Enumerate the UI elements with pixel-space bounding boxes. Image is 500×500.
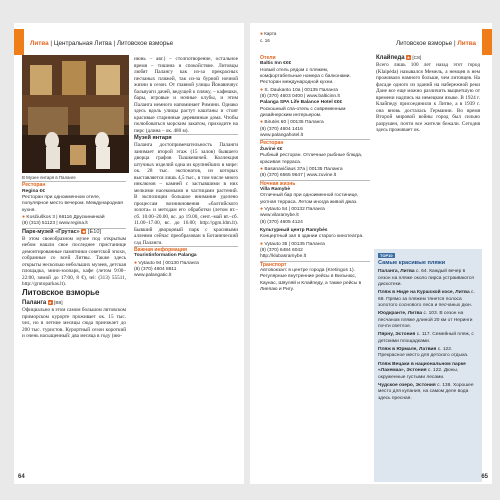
hotel-website: www.palangahotel.lt	[260, 133, 304, 139]
header-section: Литва	[30, 40, 49, 47]
nightlife-heading: Ночная жизнь	[260, 180, 296, 187]
photo-caption: В Музее янтаря в Паланге	[22, 175, 76, 180]
venue-address: Vytauto 54 | 00132 Паланга	[264, 206, 325, 212]
klaipeda-map-ref: [C8]	[412, 56, 422, 61]
location-pin-icon: ●	[260, 86, 264, 93]
location-pin-icon: ●	[260, 165, 264, 172]
restaurant-contact: (8) (370) 6565 9647 | www.zuvine.lt	[260, 173, 337, 179]
venue-website: http://klubasramybe.lt	[260, 254, 307, 260]
venue-name: Villa Ramybė	[260, 186, 291, 192]
left-column-1	[22, 175, 126, 340]
list-item: Паланга, Литва с. 64. Каждый вечер в сезон на пляже около пирса устраиваются дискотеки.	[378, 269, 474, 288]
venue-website: www.vilaramybe.lt	[260, 213, 299, 219]
list-item: Пляж в Ниде на Куршской косе, Литва с. 68. Прямо за пляжем тянется полоса золотого соснового леса и песчаных дюн.	[378, 290, 475, 309]
palanga-text: Официально в этом самом большом литовском приморском курорте проживает ок. 15 тыс. чел, но в летние месяцы сюда приезжает до 200 тыс. туристов. Курортный сезон короткий и очень насыщенный: два месяца в году (ию-	[22, 307, 126, 340]
venue-desc: Отличный бар при одноименной гостинице, уютная терраса. Летом иногда живой джаз.	[260, 193, 359, 205]
right-column-1: Отели Baltic Inn €€€ Новый отель рядом с пляжем, комфортабельные номера с балконами. Ресторан международной кухни. ● S. Daukanto 10a | 00135 Паланга (8) (370) 4603 0400 | www.balticinn.lt Palanga SPA Life Balance Hotel €€€ Роскошный спа-отель с современным дизайнерским интерьером. ● Birutės 60 | 00135 Паланга (8) (370) 4604 1416 www.palangahotel.lt Ресторан Žuvinė €€ Рыбный ресторан. Отличные рыбные блюда, красивая терраса. ● Basanavičiaus 37a | 00135 Паланга (8) (370) 6565 9647 | www.zuvine.lt Ночная жизнь Villa Ramybė Отличный бар при одноименной гостинице, уютная терраса. Летом иногда живой джаз. ● Vytauto 54 | 00132 Паланга www.vilaramybe.lt (8) (370) 4605 4124 Культурный центр Ramybės Концертный зал в здании старого кинотеатра. ● Vytauto 35 | 00135 Паланга (8) (370) 6484 6042 http://klubasramybe.lt Транспорт Автовокзал: в центре города (Kretingos 1). Регулярные внутренние рейсы в Вильнюс, Каунас, Шяуляй и Клайпеду, а также рейсы в Лиепаю и Ригу.	[260, 55, 370, 293]
transport-heading: Транспорт	[260, 261, 287, 268]
left-column-2	[134, 56, 238, 280]
restaurant-heading: Ресторан	[22, 182, 46, 189]
restaurant-desc: Ресторан при одноименном отеле, популярное место вечером. Международная кухня.	[22, 195, 123, 213]
restaurant-contact: (8) (313) 51123 | www.regina.lt	[22, 221, 88, 227]
palanga-map-ref: [B8]	[53, 300, 63, 306]
list-item: Пярну, Эстония с. 117. Семейный пляж, с детскими площадками.	[378, 332, 474, 344]
page-number-left: 64	[18, 474, 25, 480]
location-pin-icon: ●	[260, 205, 264, 212]
list-item: Юодкранте, Литва с. 103. В сезон на песчаном пляже длиной 20 км от Неринги почти светлое.	[378, 311, 473, 330]
top10-heading: Самые красивые пляжи	[378, 260, 446, 267]
location-pin-icon: ●	[260, 119, 264, 126]
top10-label: TOP10	[380, 253, 393, 258]
venue-address: Vytauto 35 | 00135 Паланга	[264, 241, 325, 247]
hotel-desc: Роскошный спа-отель с современным дизайнерским интерьером.	[260, 106, 346, 119]
restaurant-name: Regina	[22, 188, 39, 194]
hotels-heading: Отели	[260, 55, 276, 61]
amber-museum-photo	[22, 55, 129, 173]
klaipeda-text: Всего лишь 100 лет назад этот город (Klaipėda) назывался Мемель, а немцев в нем проживало намного больше, чем литовцев. На фасаде одного из зданий на набережной реки Дане все еще можно различить выцветшую от времени надпись на немецком языке. В 1924 г. Клайпеду присоединили к Литве, а в 1939 г. она вновь досталась Германии. Во время Второй мировой войны город был сильно разрушен, почти все жители бежали. Сегодня здесь проживает ок.	[376, 62, 480, 134]
coast-heading: Литовское взморье	[22, 287, 100, 297]
list-item: Пляж в Юрмале, Латвия с. 122. Прекрасное место для детского отдыха.	[378, 347, 469, 359]
page-number-right: 65	[481, 474, 488, 480]
header-subregion: Литовское взморье	[116, 40, 174, 47]
beach-list	[378, 269, 478, 402]
header-subregion: Литовское взморье	[395, 40, 453, 47]
page-header: Литва | Центральная Литва | Литовское взморье	[30, 40, 174, 47]
chapter-tab	[14, 29, 24, 55]
info-office: Touristinformation Palanga	[134, 253, 197, 259]
hotel-phone: (8) (370) 4604 1416	[260, 126, 303, 132]
top-icon: ★	[406, 55, 411, 61]
venue-desc: Концертный зал в здании старого кинотеатра.	[260, 234, 364, 240]
chapter-tab	[482, 29, 492, 55]
info-phone: (8) (370) 4604 8811	[134, 267, 177, 273]
restaurant-address: Basanavičiaus 37a | 00135 Паланга	[264, 166, 343, 172]
map-reference: ● Карта с. 16	[260, 31, 277, 43]
park-text: В этом своеобразном музее под открытым небом нашли свое последнее пристанище демонтированные памятники советской эпохи, собранные со всей Литвы. Также здесь открыты несколько небольших музеев, детская площадка, мини-зоопарк, кафе (летом 9:00–22:00, зимой до 17:00, 8 €), tel: (313) 55511, http://grutoparkas.lt).	[22, 235, 126, 288]
park-heading: Парк-музей «Грутас»	[22, 228, 80, 235]
left-page	[14, 23, 244, 484]
palanga-heading: Паланга	[22, 299, 47, 306]
transport-text: Автовокзал: в центре города (Kretingos 1). Регулярные внутренние рейсы в Вильнюс, Каунас, Шяуляй и Клайпеду, а также рейсы в Лиепаю и Ригу.	[260, 268, 362, 293]
top10-beaches-box	[374, 249, 482, 482]
location-pin-icon: ●	[22, 214, 26, 221]
top-icon: ★	[82, 228, 86, 234]
palanga-text-continued: июнь – авг.) – столпотворение, остальное время – тишина и спокойствие. Литовцы любят Палангу как из-за прекрасных песчаных пляжей, так из-за бурной ночной жизни в сезон. От главной улицы Йонавичяус бальвуаги дачей, ведущей к пляжу, – кафешки, бары, игровые и ночные клубы, и этим Паланга немного напоминает Римини. Однако здесь вдоль улицы растут каштаны и стоят красивые старинные деревянные дома. Чтобы полюбоваться морским закатом, приходите на пирс (длина – ок. 480 м).	[134, 56, 238, 134]
hotel-name: Palanga SPA Life Balance Hotel	[260, 100, 333, 106]
hotel-address: S. Daukanto 10a | 00135 Паланга	[264, 87, 338, 93]
venue-phone: (8) (370) 4605 4124	[260, 219, 303, 225]
restaurant-name: Žuvinė	[260, 146, 276, 152]
info-address: Vytauto 94 | 00130 Паланга	[138, 260, 199, 266]
header-section: Литва	[457, 40, 476, 47]
restaurant-desc: Рыбный ресторан. Отличные рыбные блюда, красивая терраса.	[260, 153, 363, 165]
list-item: Чудское озеро, Эстония с. 138. Хорошее место для купания, на самом деле вода здесь пресная.	[378, 382, 474, 401]
page-header: Литовское взморье | Литва	[395, 40, 476, 47]
location-pin-icon: ●	[260, 240, 264, 247]
map-pin-icon: ●	[260, 31, 264, 37]
park-map-ref: [E10]	[87, 228, 101, 235]
restaurant-address: Kosčiuškos 3 | 66116 Друскининкай	[26, 215, 105, 221]
hotel-contact: (8) (370) 4603 0400 | www.balticinn.lt	[260, 94, 340, 100]
klaipeda-heading: Клайпеда	[376, 55, 405, 61]
venue-phone: (8) (370) 6484 6042	[260, 247, 303, 253]
right-page	[250, 23, 492, 484]
location-pin-icon: ●	[134, 259, 138, 266]
venue-name: Культурный центр Ramybės	[260, 227, 328, 233]
hotel-address: Birutės 60 | 00135 Паланга	[264, 120, 324, 126]
map-page: с. 16	[260, 37, 270, 43]
top-icon: ★	[48, 299, 52, 305]
info-heading: Важная информация	[134, 247, 187, 253]
amber-museum-heading: Музей янтаря	[134, 135, 172, 141]
info-website: www.palangatic.lt	[134, 273, 172, 279]
hotel-desc: Новый отель рядом с пляжем, комфортабельные номера с балконами. Ресторан международной кухни.	[260, 67, 351, 86]
restaurant-price: €€	[39, 188, 45, 194]
right-column-2	[376, 55, 480, 134]
header-region: Центральная Литва	[53, 40, 112, 47]
restaurant-heading: Ресторан	[260, 140, 284, 147]
list-item: Пляж Вецаки в национальном парке «Лахемаа», Эстония с. 122. Дюны, окруженные густыми лесами.	[378, 361, 466, 380]
hotel-name: Baltic Inn	[260, 61, 282, 67]
amber-museum-text: Паланга достопримечательность Паланги занимает второй этаж (15 залов) бывшего дворца графов Тышкевичей. Коллекция штучных изделий одна из крупнейших в мире: ок. 28 тыс. экспонатов, из которых выставляется лишь 4,5 тыс., в том числе много инклюзов – камней с застывшими в них мелкими насекомыми и частицами растений. В экспозиции большое внимание уделено процессам возникновения «балтийского золота» и методам его обработки (летом вт.–сб. 10.00–20.00, вс. до 19.00, сент.–май вт.–сб. 11.00–17.00, вс. до 16.00; http://pgm.ldm.lt). Бывший дворцовый парк с красивыми аллеями сейчас преобразован в Ботанический сад Паланги.	[134, 142, 238, 246]
